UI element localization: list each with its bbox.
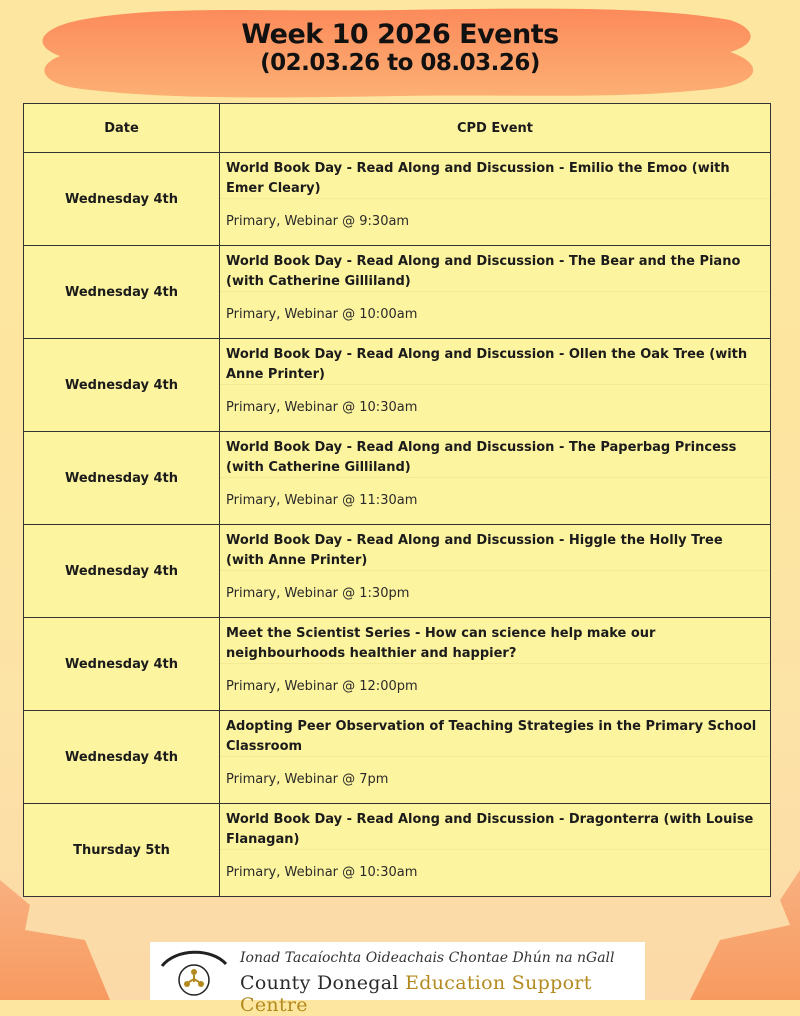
- event-details: Primary, Webinar @ 7pm: [226, 772, 389, 787]
- education-centre-logo: [150, 942, 645, 1016]
- table-row: [24, 618, 771, 711]
- event-date: Wednesday 4th: [24, 246, 220, 339]
- event-title: Meet the Scientist Series - How can science help make our neighbourhoods healthier and happier?: [220, 618, 770, 664]
- event-date: Wednesday 4th: [24, 153, 220, 246]
- event-cell: [220, 618, 771, 711]
- event-cell: [220, 804, 771, 897]
- event-date: Wednesday 4th: [24, 618, 220, 711]
- event-date: Wednesday 4th: [24, 432, 220, 525]
- table-row: [24, 153, 771, 246]
- logo-irish-name: Ionad Tacaíochta Oideachais Chontae Dhún na nGall: [240, 950, 615, 966]
- event-date: Wednesday 4th: [24, 711, 220, 804]
- event-cell: [220, 525, 771, 618]
- table-row: [24, 246, 771, 339]
- event-cell: [220, 432, 771, 525]
- event-title: Adopting Peer Observation of Teaching Strategies in the Primary School Classroom: [220, 711, 770, 757]
- event-title: World Book Day - Read Along and Discussion - The Bear and the Piano (with Catherine Gilliland): [220, 246, 770, 292]
- date-range-subtitle: (02.03.26 to 08.03.26): [260, 50, 540, 76]
- logo-emblem-icon: [158, 944, 230, 1000]
- event-cell: [220, 246, 771, 339]
- logo-county-text: County Donegal: [240, 972, 399, 994]
- event-details: Primary, Webinar @ 10:30am: [226, 400, 418, 415]
- table-row: [24, 525, 771, 618]
- event-details: Primary, Webinar @ 1:30pm: [226, 586, 410, 601]
- table-row: [24, 432, 771, 525]
- event-details: Primary, Webinar @ 12:00pm: [226, 679, 418, 694]
- event-details: Primary, Webinar @ 11:30am: [226, 493, 418, 508]
- events-table: [23, 103, 771, 897]
- event-column-header: CPD Event: [220, 104, 771, 153]
- page-header: [0, 20, 800, 90]
- event-date: Thursday 5th: [24, 804, 220, 897]
- event-details: Primary, Webinar @ 10:00am: [226, 307, 418, 322]
- table-header-row: [24, 104, 771, 153]
- event-cell: [220, 711, 771, 804]
- event-date: Wednesday 4th: [24, 339, 220, 432]
- event-cell: [220, 339, 771, 432]
- event-details: Primary, Webinar @ 9:30am: [226, 214, 410, 229]
- event-title: World Book Day - Read Along and Discussion - Emilio the Emoo (with Emer Cleary): [220, 153, 770, 199]
- table-row: [24, 711, 771, 804]
- event-cell: [220, 153, 771, 246]
- event-title: World Book Day - Read Along and Discussion - Dragonterra (with Louise Flanagan): [220, 804, 770, 850]
- event-title: World Book Day - Read Along and Discussion - Higgle the Holly Tree (with Anne Printer): [220, 525, 770, 571]
- date-column-header: Date: [24, 104, 220, 153]
- event-details: Primary, Webinar @ 10:30am: [226, 865, 418, 880]
- page-title: Week 10 2026 Events: [241, 19, 559, 50]
- event-date: Wednesday 4th: [24, 525, 220, 618]
- logo-english-name: [240, 972, 645, 1016]
- table-row: [24, 339, 771, 432]
- event-title: World Book Day - Read Along and Discussion - The Paperbag Princess (with Catherine Gilliland): [220, 432, 770, 478]
- event-title: World Book Day - Read Along and Discussion - Ollen the Oak Tree (with Anne Printer): [220, 339, 770, 385]
- table-row: [24, 804, 771, 897]
- logo-centre-text: Education Support Centre: [240, 972, 592, 1016]
